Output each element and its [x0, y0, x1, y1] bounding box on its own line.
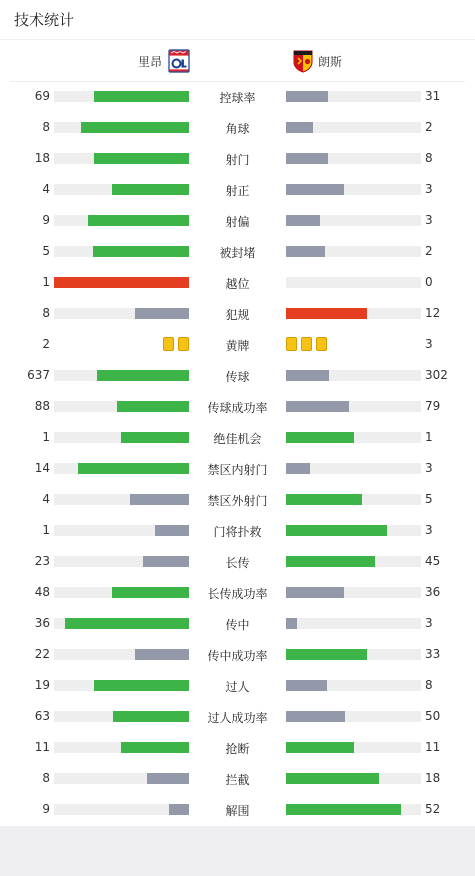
home-stat-bar	[54, 308, 189, 319]
yellow-card-icon	[163, 337, 174, 351]
stat-label: 射门	[225, 153, 250, 167]
stat-row	[0, 639, 475, 670]
home-stat-bar	[54, 91, 189, 102]
away-stat-value: 31	[425, 89, 441, 103]
home-stat-value: 88	[34, 399, 50, 413]
home-stat-bar-fill	[169, 804, 189, 815]
home-stat-bar	[54, 680, 189, 691]
home-stat-bar-fill	[78, 463, 189, 474]
home-stat-bar-fill	[121, 432, 189, 443]
stat-row	[0, 732, 475, 763]
stat-row	[0, 701, 475, 732]
stats-list	[0, 81, 475, 825]
away-stat-value: 12	[425, 306, 441, 320]
stat-row	[0, 577, 475, 608]
away-stat-bar	[286, 680, 421, 691]
stat-row	[0, 608, 475, 639]
home-stat-bar	[54, 401, 189, 412]
home-stat-value: 36	[34, 616, 50, 630]
away-stat-bar	[286, 370, 421, 381]
away-stat-bar-fill	[286, 711, 345, 722]
away-stat-bar-fill	[286, 463, 310, 474]
stat-label: 黄牌	[225, 339, 250, 353]
away-stat-value: 8	[425, 151, 433, 165]
stat-row	[0, 763, 475, 794]
away-stat-bar-fill	[286, 680, 327, 691]
away-stat-bar	[286, 153, 421, 164]
home-stat-bar-fill	[121, 742, 189, 753]
home-stat-bar-fill	[135, 649, 189, 660]
home-stat-value: 8	[42, 120, 50, 134]
away-stat-bar	[286, 463, 421, 474]
home-stat-bar	[54, 184, 189, 195]
stat-row	[0, 143, 475, 174]
home-stat-bar-fill	[94, 680, 189, 691]
stat-label: 长传成功率	[207, 587, 268, 601]
stat-label: 传球成功率	[207, 401, 268, 415]
away-stat-bar-fill	[286, 649, 367, 660]
away-stat-bar-fill	[286, 246, 325, 257]
home-stat-bar-fill	[81, 122, 189, 133]
home-stat-bar	[54, 618, 189, 629]
home-stat-bar	[54, 432, 189, 443]
home-stat-value: 637	[27, 368, 50, 382]
stat-label: 禁区内射门	[207, 463, 268, 477]
away-stat-bar	[286, 277, 421, 288]
home-stat-bar-fill	[97, 370, 189, 381]
stat-label: 绝佳机会	[213, 432, 262, 446]
lens-crest-icon	[292, 49, 314, 73]
away-stat-value: 302	[425, 368, 448, 382]
home-stat-value: 18	[34, 151, 50, 165]
away-stat-bar	[286, 711, 421, 722]
stat-label: 传球	[225, 370, 250, 384]
home-stat-bar-fill	[112, 587, 189, 598]
home-stat-bar	[54, 711, 189, 722]
home-stat-bar	[54, 556, 189, 567]
home-team-name: 里昂	[138, 54, 163, 69]
away-stat-bar-fill	[286, 432, 354, 443]
stat-row	[0, 112, 475, 143]
away-stat-bar-fill	[286, 370, 329, 381]
home-stat-bar-fill	[65, 618, 189, 629]
away-stat-value: 18	[425, 771, 441, 785]
stat-row	[0, 391, 475, 422]
away-stat-value: 36	[425, 585, 441, 599]
away-stat-bar-fill	[286, 91, 328, 102]
stat-row	[0, 236, 475, 267]
away-stat-value: 50	[425, 709, 441, 723]
stat-label: 被封堵	[219, 246, 256, 260]
away-stat-bar	[286, 556, 421, 567]
home-stat-value: 4	[42, 492, 50, 506]
away-stat-value: 11	[425, 740, 441, 754]
stat-row	[0, 515, 475, 546]
stat-row	[0, 484, 475, 515]
away-stat-bar-fill	[286, 525, 387, 536]
away-stat-bar-fill	[286, 153, 328, 164]
away-stat-bar	[286, 494, 421, 505]
away-stat-bar	[286, 773, 421, 784]
home-team[interactable]	[138, 49, 190, 73]
away-stat-value: 3	[425, 182, 433, 196]
stat-label: 长传	[225, 556, 250, 570]
away-stat-bar-fill	[286, 804, 401, 815]
stat-label: 射正	[225, 184, 250, 198]
home-stat-bar-fill	[88, 215, 189, 226]
home-stat-value: 48	[34, 585, 50, 599]
home-stat-value: 9	[42, 802, 50, 816]
away-stat-bar	[286, 184, 421, 195]
home-stat-bar	[54, 277, 189, 288]
away-stat-value: 8	[425, 678, 433, 692]
home-stat-value: 2	[42, 337, 50, 351]
home-stat-bar	[54, 804, 189, 815]
home-stat-value: 1	[42, 430, 50, 444]
away-stat-bar	[286, 742, 421, 753]
away-team-name: 朗斯	[318, 54, 343, 69]
stat-row	[0, 298, 475, 329]
stat-row	[0, 205, 475, 236]
home-stat-bar	[54, 153, 189, 164]
stat-row	[0, 794, 475, 825]
stat-label: 传中成功率	[207, 649, 268, 663]
stat-label: 抢断	[225, 742, 250, 756]
away-stat-bar-fill	[286, 556, 375, 567]
home-stat-value: 8	[42, 771, 50, 785]
home-stat-bar	[54, 773, 189, 784]
away-stat-bar-fill	[286, 773, 379, 784]
home-stat-bar	[54, 494, 189, 505]
home-stat-value: 1	[42, 275, 50, 289]
home-stat-bar	[54, 122, 189, 133]
home-stat-bar	[54, 525, 189, 536]
stat-row	[0, 329, 475, 360]
home-stat-bar	[54, 463, 189, 474]
home-stat-bar-fill	[147, 773, 189, 784]
home-stat-bar-fill	[155, 525, 189, 536]
home-stat-value: 22	[34, 647, 50, 661]
home-stat-bar-fill	[135, 308, 189, 319]
away-stat-bar	[286, 804, 421, 815]
away-stat-bar	[286, 91, 421, 102]
home-stat-bar-fill	[143, 556, 189, 567]
home-stat-bar	[54, 370, 189, 381]
home-stat-value: 5	[42, 244, 50, 258]
yellow-card-icon	[301, 337, 312, 351]
stats-header	[0, 0, 475, 40]
away-stat-bar	[286, 587, 421, 598]
away-stat-bar	[286, 432, 421, 443]
home-stat-value: 69	[34, 89, 50, 103]
stat-label: 控球率	[219, 91, 256, 105]
away-stat-value: 3	[425, 523, 433, 537]
away-stat-bar	[286, 122, 421, 133]
away-stat-value: 5	[425, 492, 433, 506]
home-stat-value: 8	[42, 306, 50, 320]
stat-label: 过人	[225, 680, 250, 694]
stat-label: 传中	[225, 618, 250, 632]
home-stat-value: 9	[42, 213, 50, 227]
away-stat-value: 33	[425, 647, 441, 661]
home-stat-bar-fill	[130, 494, 189, 505]
stat-row	[0, 453, 475, 484]
away-team[interactable]	[292, 49, 342, 73]
home-stat-bar-fill	[94, 153, 189, 164]
away-stat-bar	[286, 246, 421, 257]
away-stat-value: 3	[425, 616, 433, 630]
away-stat-bar-fill	[286, 401, 349, 412]
away-stat-bar-fill	[286, 122, 313, 133]
away-stat-bar-fill	[286, 184, 344, 195]
away-stat-bar-fill	[286, 742, 354, 753]
away-stat-bar	[286, 401, 421, 412]
teams-row	[10, 41, 465, 82]
stat-label: 越位	[225, 277, 250, 291]
home-stat-bar	[54, 742, 189, 753]
away-stat-bar	[286, 525, 421, 536]
stat-label: 角球	[225, 122, 250, 136]
home-stat-bar	[54, 215, 189, 226]
home-stat-bar	[54, 587, 189, 598]
stat-label: 门将扑救	[213, 525, 262, 539]
stat-label: 犯规	[225, 308, 250, 322]
stat-row	[0, 174, 475, 205]
stat-row	[0, 670, 475, 701]
home-stat-bar-fill	[94, 91, 189, 102]
away-stat-value: 3	[425, 337, 433, 351]
away-stat-bar	[286, 649, 421, 660]
stat-row	[0, 267, 475, 298]
away-stat-bar-fill	[286, 494, 362, 505]
away-stat-value: 2	[425, 244, 433, 258]
lyon-crest-icon	[168, 49, 190, 73]
away-stat-value: 79	[425, 399, 441, 413]
away-stat-value: 2	[425, 120, 433, 134]
stat-row	[0, 81, 475, 112]
stat-row	[0, 546, 475, 577]
away-stat-bar-fill	[286, 215, 320, 226]
away-stat-value: 0	[425, 275, 433, 289]
home-stat-value: 14	[34, 461, 50, 475]
stat-row	[0, 360, 475, 391]
away-yellow-cards	[286, 337, 327, 351]
stat-label: 解围	[225, 804, 250, 818]
home-stat-value: 23	[34, 554, 50, 568]
home-yellow-cards	[163, 337, 189, 351]
home-stat-bar	[54, 649, 189, 660]
home-stat-value: 11	[34, 740, 50, 754]
away-stat-value: 52	[425, 802, 441, 816]
away-stat-bar-fill	[286, 587, 344, 598]
home-stat-bar-fill	[93, 246, 189, 257]
stat-label: 禁区外射门	[207, 494, 268, 508]
home-stat-bar	[54, 246, 189, 257]
home-stat-bar-fill	[113, 711, 189, 722]
home-stat-value: 1	[42, 523, 50, 537]
yellow-card-icon	[286, 337, 297, 351]
away-stat-value: 3	[425, 461, 433, 475]
away-stat-value: 45	[425, 554, 441, 568]
away-stat-bar	[286, 215, 421, 226]
stat-label: 射偏	[225, 215, 250, 229]
away-stat-value: 1	[425, 430, 433, 444]
stat-label: 过人成功率	[207, 711, 268, 725]
page-title: 技术统计	[14, 11, 75, 29]
stat-row	[0, 422, 475, 453]
home-stat-value: 19	[34, 678, 50, 692]
home-stat-bar-fill	[117, 401, 189, 412]
home-stat-value: 63	[34, 709, 50, 723]
home-stat-bar-fill	[112, 184, 189, 195]
away-stat-bar	[286, 618, 421, 629]
yellow-card-icon	[316, 337, 327, 351]
away-stat-bar	[286, 308, 421, 319]
yellow-card-icon	[178, 337, 189, 351]
away-stat-value: 3	[425, 213, 433, 227]
home-stat-bar-fill	[54, 277, 189, 288]
away-stat-bar-fill	[286, 308, 367, 319]
stat-label: 拦截	[225, 773, 250, 787]
home-stat-value: 4	[42, 182, 50, 196]
away-stat-bar-fill	[286, 618, 297, 629]
